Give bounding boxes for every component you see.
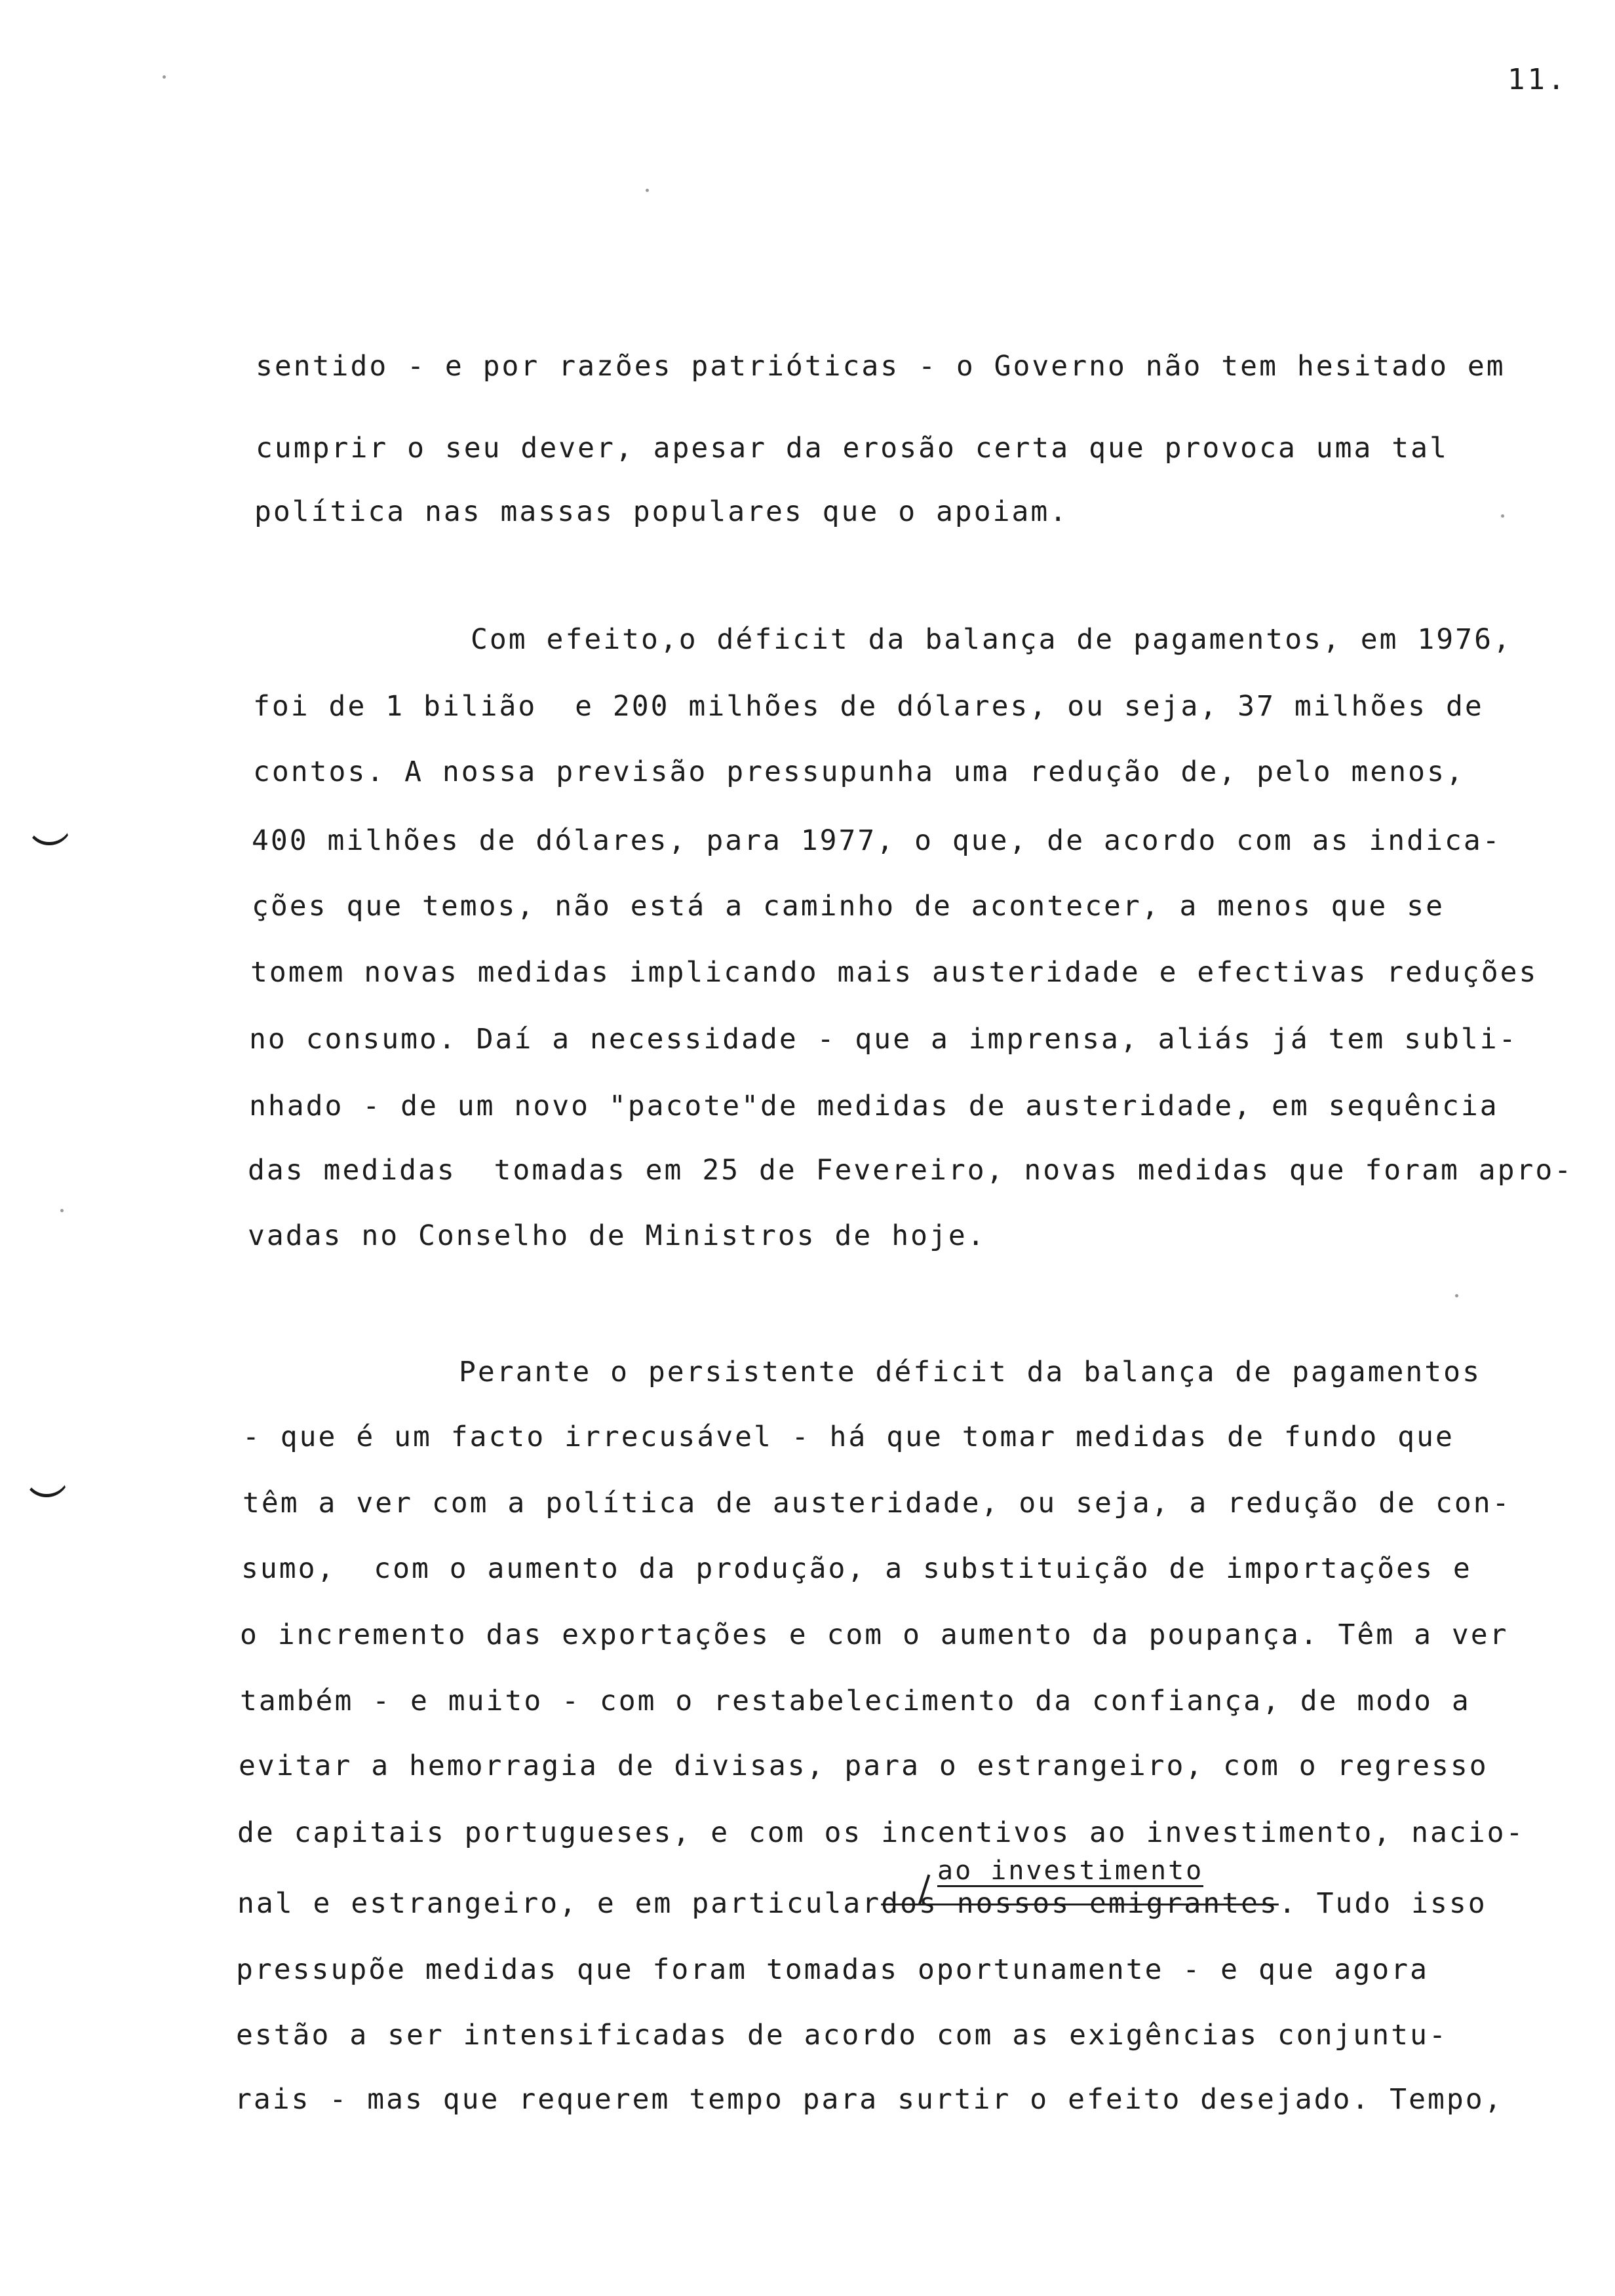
text-line: tomem novas medidas implicando mais austeridade e efectivas reduções: [250, 956, 1538, 989]
text-line: nhado - de um novo "pacote"de medidas de austeridade, em sequência: [249, 1090, 1499, 1122]
text-line: estão a ser intensificadas de acordo com as exigências conjuntu-: [236, 2019, 1448, 2052]
text-line: vadas no Conselho de Ministros de hoje.: [248, 1219, 986, 1252]
text-line: têm a ver com a política de austeridade, ou seja, a redução de con-: [243, 1487, 1511, 1520]
text-line: cumprir o seu dever, apesar da erosão certa que provoca uma tal: [256, 432, 1449, 465]
punch-hole-mark: [24, 1468, 69, 1497]
text-line: - que é um facto irrecusável - há que tomar medidas de fundo que: [243, 1421, 1454, 1453]
text-line: ções que temos, não está a caminho de acontecer, a menos que se: [252, 890, 1445, 923]
page-number: 11.: [1508, 63, 1568, 96]
text-line: Perante o persistente déficit da balança de pagamentos: [459, 1356, 1481, 1388]
text-line: das medidas tomadas em 25 de Fevereiro, novas medidas que foram apro-: [248, 1154, 1574, 1187]
text-line: de capitais portugueses, e com os incentivos ao investimento, nacio-: [237, 1816, 1525, 1849]
text-line: contos. A nossa previsão pressupunha uma redução de, pelo menos,: [253, 756, 1465, 788]
scan-speck: [1501, 514, 1504, 518]
text-line: política nas massas populares que o apoiam.: [254, 495, 1069, 528]
text-line: foi de 1 bilião e 200 milhões de dólares, ou seja, 37 milhões de: [253, 690, 1484, 723]
text-line: sentido - e por razões patrióticas - o Governo não tem hesitado em: [256, 350, 1506, 383]
scan-speck: [1455, 1294, 1458, 1297]
text-line: sumo, com o aumento da produção, a substituição de importações e: [241, 1552, 1472, 1585]
text-line: o incremento das exportações e com o aumento da poupança. Têm a ver: [240, 1618, 1509, 1651]
correction-line: [237, 1887, 1487, 1920]
scan-speck: [60, 1209, 64, 1212]
scan-speck: [163, 75, 166, 79]
text-line: pressupõe medidas que foram tomadas oportunamente - e que agora: [236, 1953, 1429, 1986]
text-line: no consumo. Daí a necessidade - que a imprensa, aliás já tem subli-: [249, 1023, 1518, 1056]
text-segment: . Tudo isso: [1278, 1887, 1487, 1920]
text-line: rais - mas que requerem tempo para surtir o efeito desejado. Tempo,: [235, 2083, 1504, 2116]
punch-hole-mark: [26, 816, 72, 845]
text-segment: nal e estrangeiro, e em particular: [237, 1887, 882, 1920]
text-line: evitar a hemorragia de divisas, para o estrangeiro, com o regresso: [239, 1750, 1489, 1782]
scan-speck: [646, 189, 649, 192]
text-line: Com efeito,o déficit da balança de pagamentos, em 1976,: [471, 623, 1512, 656]
text-line: 400 milhões de dólares, para 1977, o que, de acordo com as indica-: [252, 824, 1502, 857]
text-line: também - e muito - com o restabelecimento da confiança, de modo a: [240, 1685, 1471, 1717]
inserted-correction: ao investimento: [937, 1856, 1204, 1886]
struck-text: dos nossos emigrantes: [881, 1887, 1279, 1920]
